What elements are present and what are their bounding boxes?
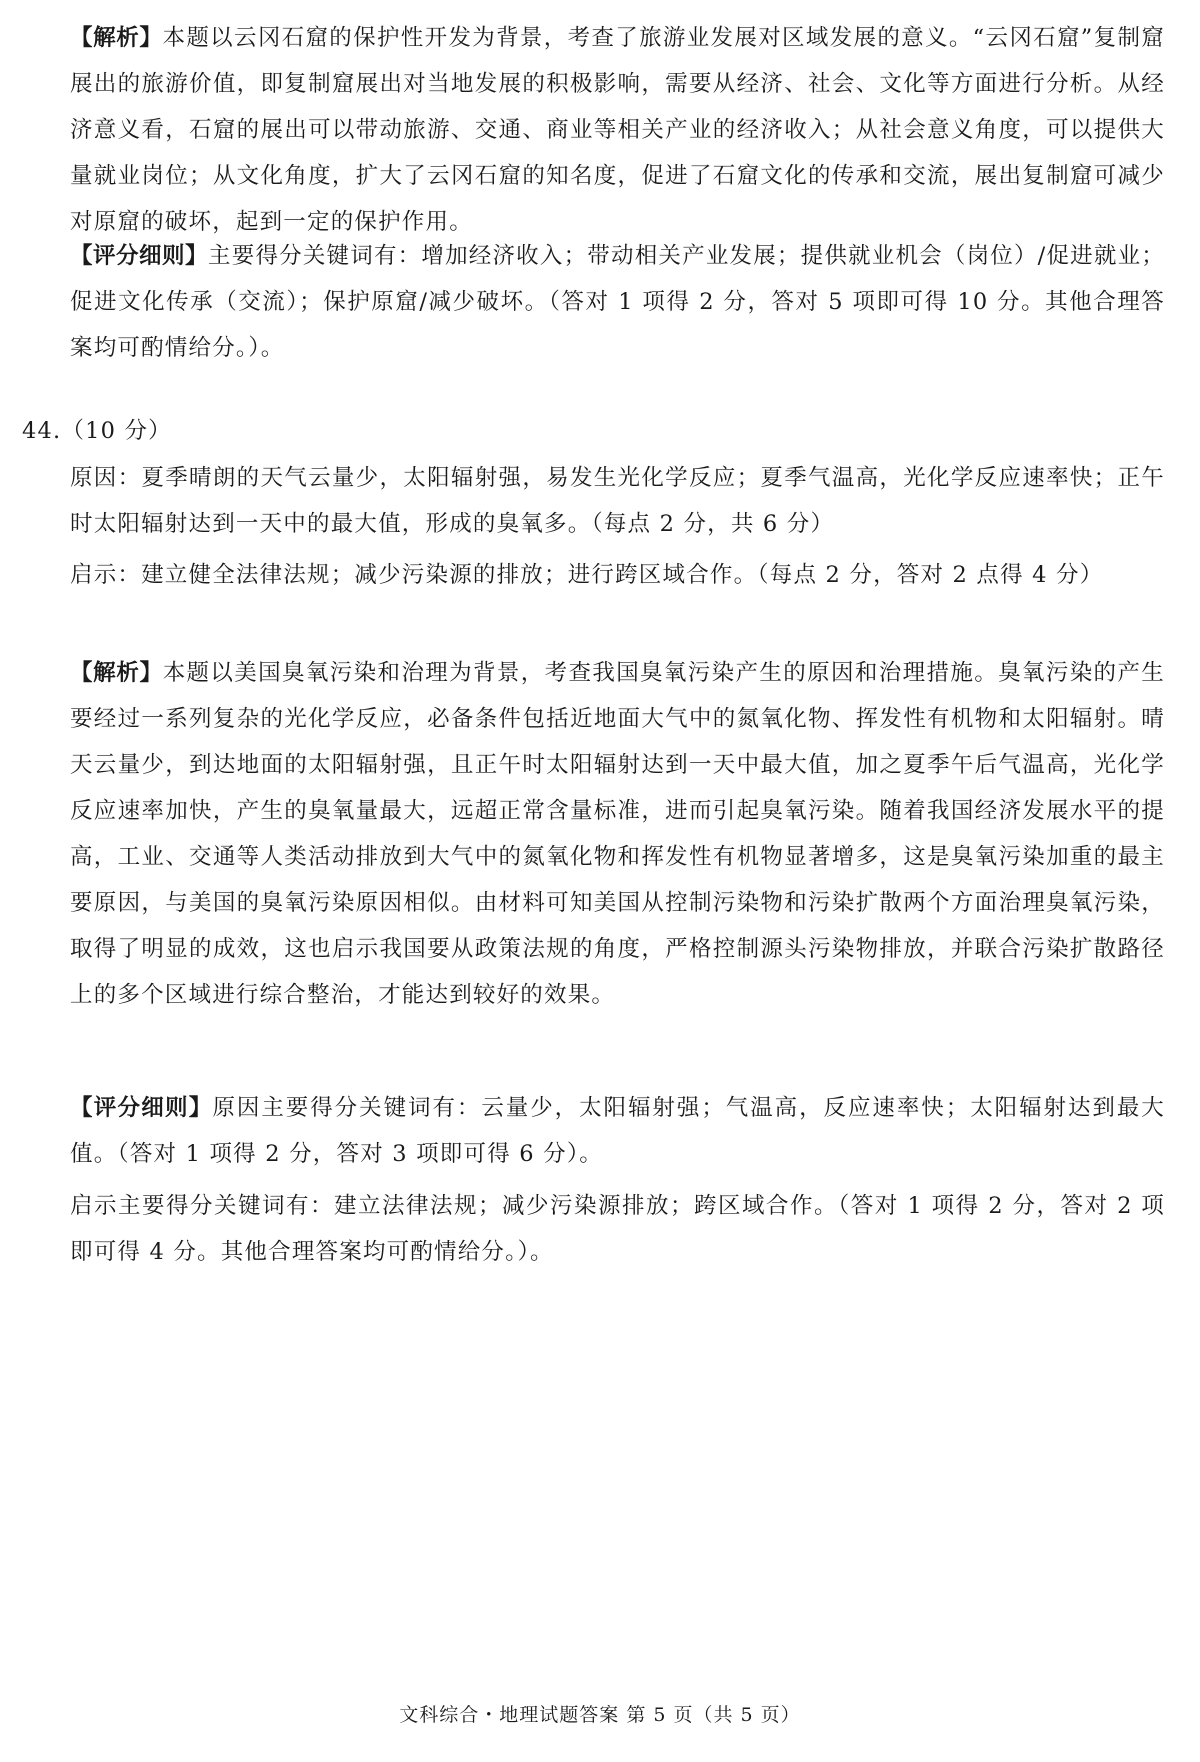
insight-text: 启示：建立健全法律法规；减少污染源的排放；进行跨区域合作。（每点 2 分，答对 2 点得 4 分） <box>70 562 1104 588</box>
scoring-tag: 【评分细则】 <box>70 1095 213 1121</box>
scoring-tag: 【评分细则】 <box>70 243 209 269</box>
question-44-header <box>22 408 172 454</box>
analysis-text: 本题以云冈石窟的保护性开发为背景，考查了旅游业发展对区域发展的意义。“云冈石窟”复制窟展出的旅游价值，即复制窟展出对当地发展的积极影响，需要从经济、社会、文化等方面进行分析。从经济意义看，石窟的展出可以带动旅游、交通、商业等相关产业的经济收入；从社会意义角度，可以提供大量就业岗位；从文化角度，扩大了云冈石窟的知名度，促进了石窟文化的传承和交流，展出复制窟可减少对原窟的破坏，起到一定的保护作用。 <box>70 25 1165 235</box>
page-footer: 文科综合・地理试题答案 第 5 页（共 5 页） <box>399 1704 801 1726</box>
scoring-insight-text: 启示主要得分关键词有：建立法律法规；减少污染源排放；跨区域合作。（答对 1 项得 2 分，答对 2 项即可得 4 分。其他合理答案均可酌情给分。）。 <box>70 1193 1165 1265</box>
analysis-text: 本题以美国臭氧污染和治理为背景，考查我国臭氧污染产生的原因和治理措施。臭氧污染的产生要经过一系列复杂的光化学反应，必备条件包括近地面大气中的氮氧化物、挥发性有机物和太阳辐射。晴天云量少，到达地面的太阳辐射强，且正午时太阳辐射达到一天中最大值，加之夏季午后气温高，光化学反应速率加快，产生的臭氧量最大，远超正常含量标准，进而引起臭氧污染。随着我国经济发展水平的提高，工业、交通等人类活动排放到大气中的氮氧化物和挥发性有机物显著增多，这是臭氧污染加重的最主要原因，与美国的臭氧污染原因相似。由材料可知美国从控制污染物和污染扩散两个方面治理臭氧污染，取得了明显的成效，这也启示我国要从政策法规的角度，严格控制源头污染物排放，并联合污染扩散路径上的多个区域进行综合整治，才能达到较好的效果。 <box>70 660 1165 1008</box>
question-points: （10 分） <box>61 418 172 444</box>
scoring-text: 主要得分关键词有：增加经济收入；带动相关产业发展；提供就业机会（岗位）/促进就业；促进文化传承（交流）；保护原窟/减少破坏。（答对 1 项得 2 分，答对 5 项即可得 10 分。其他合理答案均可酌情给分。）。 <box>70 243 1165 361</box>
scoring-paragraph-2 <box>70 1085 1165 1177</box>
analysis-paragraph-2 <box>70 650 1165 1018</box>
analysis-paragraph-1 <box>70 15 1165 245</box>
analysis-tag: 【解析】 <box>70 660 163 686</box>
scoring-insight-paragraph <box>70 1183 1165 1275</box>
question-number: 44. <box>22 418 62 444</box>
scoring-text: 原因主要得分关键词有：云量少，太阳辐射强；气温高，反应速率快；太阳辐射达到最大值。（答对 1 项得 2 分，答对 3 项即可得 6 分）。 <box>70 1095 1165 1167</box>
reason-paragraph <box>70 455 1165 547</box>
reason-text: 原因：夏季晴朗的天气云量少，太阳辐射强，易发生光化学反应；夏季气温高，光化学反应速率快；正午时太阳辐射达到一天中的最大值，形成的臭氧多。（每点 2 分，共 6 分） <box>70 465 1165 537</box>
scoring-paragraph-1 <box>70 233 1165 371</box>
insight-paragraph <box>70 552 1165 598</box>
analysis-tag: 【解析】 <box>70 25 163 51</box>
